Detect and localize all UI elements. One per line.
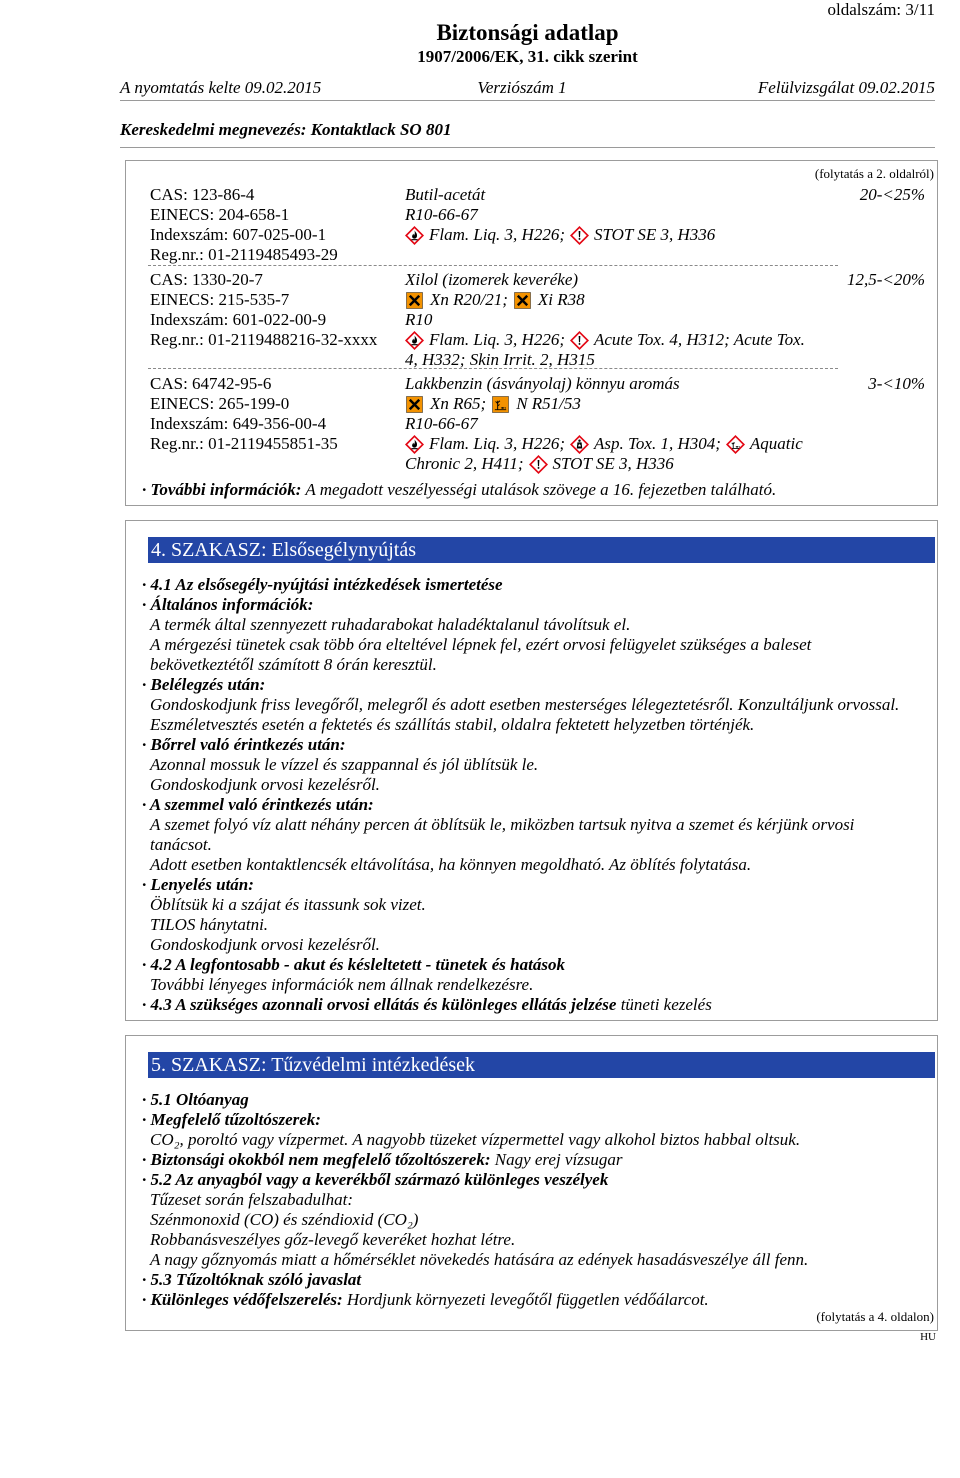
subsection-4-3-value: tüneti kezelés: [620, 995, 712, 1014]
section-4-heading: 4. SZAKASZ: Elsősegélynyújtás: [148, 537, 935, 563]
subsection-heading: · Bőrrel való érintkezés után:: [142, 735, 346, 754]
eu-symbol-text: Xi R38: [537, 290, 585, 309]
text-line: TILOS hánytatni.: [150, 915, 269, 934]
eu-classification-line: [405, 394, 808, 414]
ghs-flame-icon: [405, 331, 424, 350]
component-name: Xilol (izomerek keveréke): [405, 270, 579, 289]
hazard-class: Asp. Tox. 1, H304;: [594, 434, 721, 453]
index-number: Indexszám: 607-025-00-1: [150, 225, 327, 244]
einecs-number: EINECS: 265-199-0: [150, 394, 290, 413]
subsection-heading: · 5.1 Oltóanyag: [142, 1090, 249, 1109]
first-aid-text: [142, 575, 900, 1015]
text-line: Gondoskodjunk orvosi kezelésről.: [150, 775, 380, 794]
further-information-label: · További információk:: [142, 480, 302, 499]
revision-date: Felülvizsgálat 09.02.2015: [757, 78, 935, 97]
protective-equipment-line: [142, 1290, 808, 1310]
print-date: A nyomtatás kelte 09.02.2015: [120, 78, 322, 97]
first-aid-section: [125, 520, 938, 1021]
concentration: 12,5-<20%: [846, 270, 925, 289]
component-identifiers: [150, 270, 377, 350]
subsection-heading: · Általános információk:: [142, 595, 314, 614]
ghs-flame-icon: [405, 226, 424, 245]
eu-symbol-text: Xn R20/21;: [430, 290, 508, 309]
subsection-heading: · 5.3 Tűzoltóknak szóló javaslat: [142, 1270, 362, 1289]
registration-number: Reg.nr.: 01-2119488216-32-xxxx: [150, 330, 378, 349]
ghs-health-hazard-icon: [570, 435, 589, 454]
text-line: Gondoskodjunk friss levegőről, melegről és adott esetben mesterséges lélegeztetésről. Konzultáljunk orvossal.: [150, 695, 900, 714]
further-information-value: A megadott veszélyességi utalások szövege a 16. fejezetben található.: [305, 480, 777, 499]
concentration: 20-<25%: [859, 185, 925, 204]
ghs-flame-icon: [405, 435, 424, 454]
eu-environment-icon: [492, 396, 509, 413]
subsection-4-3-line: [142, 995, 899, 1015]
subsection-heading: · Belélegzés után:: [142, 675, 266, 694]
text-line: bekövetkeztétől számított 8 órán keresztül.: [150, 655, 437, 674]
ghs-environment-icon: [726, 435, 745, 454]
document-subtitle: 1907/2006/EK, 31. cikk szerint: [417, 47, 638, 66]
section-5-heading: 5. SZAKASZ: Tűzvédelmi intézkedések: [148, 1052, 935, 1078]
hazard-class: STOT SE 3, H336: [552, 454, 674, 473]
trade-name: Kereskedelmi megnevezés: Kontaktlack SO 801: [120, 120, 452, 139]
eu-symbol-text: Xn R65;: [430, 394, 487, 413]
component-classification: [405, 374, 808, 474]
subsection-heading: · Megfelelő tűzoltószerek:: [142, 1110, 321, 1129]
hazard-class: Flam. Liq. 3, H226;: [429, 434, 565, 453]
hazard-class-continued: 4, H332; Skin Irrit. 2, H315: [405, 350, 595, 369]
cas-number: CAS: 1330-20-7: [150, 270, 263, 289]
text-line: A mérgezési tünetek csak több óra elteltével lépnek fel, ezért orvosi felügyelet szükséges a baleset: [150, 635, 812, 654]
text-line: CO₂, poroltó vagy vízpermet. A nagyobb tüzeket vízpermettel vagy alkohol biztos habbal oltsuk.: [150, 1130, 801, 1149]
text-line: Öblítsük ki a szájat és itassunk sok vizet.: [150, 895, 426, 914]
ghs-classification-line: [405, 434, 808, 454]
further-information-line: [142, 480, 776, 500]
component-name: Butil-acetát: [405, 185, 486, 204]
protective-equipment-label: · Különleges védőfelszerelés:: [142, 1290, 343, 1309]
r-phrases: R10-66-67: [405, 205, 478, 224]
unsuitable-agents-line: [142, 1150, 808, 1170]
cas-number: CAS: 123-86-4: [150, 185, 255, 204]
hazard-class: Flam. Liq. 3, H226;: [429, 225, 565, 244]
composition-section: [125, 160, 938, 506]
subsection-heading: · 4.1 Az elsősegély-nyújtási intézkedések ismertetése: [142, 575, 503, 594]
row-separator: [148, 368, 838, 369]
component-identifiers: [150, 374, 338, 454]
ghs-classification-line: [405, 330, 810, 350]
component-identifiers: [150, 185, 338, 265]
einecs-number: EINECS: 215-535-7: [150, 290, 290, 309]
eu-harmful-x-icon: [406, 292, 423, 309]
header-divider: [120, 100, 935, 101]
ghs-exclamation-icon: [529, 455, 548, 474]
subsection-heading: · Lenyelés után:: [142, 875, 254, 894]
eu-classification-line: [405, 290, 810, 310]
ghs-classification-line: [405, 225, 720, 245]
further-information: [142, 480, 777, 500]
text-line: A nagy gőznyomás miatt a hőmérséklet növekedés hatására az edények hasadásveszélye áll fenn.: [150, 1250, 809, 1269]
continued-from-note: (folytatás a 2. oldalról): [814, 166, 934, 181]
text-line: Gondoskodjunk orvosi kezelésről.: [150, 935, 380, 954]
continued-on-note: (folytatás a 4. oldalon): [816, 1309, 934, 1324]
text-line: Eszméletvesztés esetén a fektetés és szállítás stabil, oldalra fektetett helyzetben történjék.: [150, 715, 755, 734]
hazard-class: Flam. Liq. 3, H226;: [429, 330, 565, 349]
firefighting-text: [142, 1090, 809, 1310]
component-name: Lakkbenzin (ásványolaj) könnyu aromás: [405, 374, 680, 393]
component-classification: [405, 185, 720, 245]
text-line: Tűzeset során felszabadulhat:: [150, 1190, 354, 1209]
registration-number: Reg.nr.: 01-2119485493-29: [150, 245, 338, 264]
r-phrases: R10: [405, 310, 433, 329]
language-code: HU: [920, 1331, 936, 1343]
registration-number: Reg.nr.: 01-2119455851-35: [150, 434, 338, 453]
subsection-heading: · 4.2 A legfontosabb - akut és késleltetett - tünetek és hatások: [142, 955, 565, 974]
eu-harmful-x-icon: [406, 396, 423, 413]
index-number: Indexszám: 601-022-00-9: [150, 310, 327, 329]
document-title: Biztonsági adatlap: [436, 20, 619, 45]
index-number: Indexszám: 649-356-00-4: [150, 414, 327, 433]
ghs-exclamation-icon: [570, 331, 589, 350]
text-line: A termék által szennyezett ruhadarabokat haladéktalanul távolítsuk el.: [150, 615, 631, 634]
text-line: Szénmonoxid (CO) és széndioxid (CO₂): [150, 1210, 419, 1229]
eu-symbol-text: N R51/53: [516, 394, 581, 413]
eu-irritant-x-icon: [514, 292, 531, 309]
subsection-heading: · 5.2 Az anyagból vagy a keverékből származó különleges veszélyek: [142, 1170, 609, 1189]
unsuitable-agents-value: Nagy erej vízsugar: [494, 1150, 623, 1169]
text-line: A szemet folyó víz alatt néhány percen át öblítsük le, miközben tartsuk nyitva a szemet és kérjünk orvosi: [150, 815, 855, 834]
document-meta-row: [120, 78, 935, 98]
subsection-heading: · A szemmel való érintkezés után:: [142, 795, 374, 814]
r-phrases: R10-66-67: [405, 414, 478, 433]
subsection-4-3-heading: · 4.3 A szükséges azonnali orvosi ellátás és különleges ellátás jelzése: [142, 995, 617, 1014]
cas-number: CAS: 64742-95-6: [150, 374, 272, 393]
trade-name-divider: [120, 147, 935, 148]
protective-equipment-value: Hordjunk környezeti levegőtől független védőálarcot.: [346, 1290, 709, 1309]
text-line: További lényeges információk nem állnak rendelkezésre.: [150, 975, 534, 994]
unsuitable-agents-label: · Biztonsági okokból nem megfelelő tőzoltószerek:: [142, 1150, 491, 1169]
component-classification: [405, 270, 810, 370]
text-line: tanácsot.: [150, 835, 212, 854]
version-number: Verziószám 1: [477, 78, 567, 97]
concentration: 3-<10%: [868, 374, 925, 393]
hazard-class: Acute Tox. 4, H312; Acute Tox.: [594, 330, 805, 349]
einecs-number: EINECS: 204-658-1: [150, 205, 290, 224]
ghs-classification-line: [405, 454, 808, 474]
hazard-class: Aquatic: [749, 434, 803, 453]
row-separator: [148, 265, 838, 266]
page-number: oldalszám: 3/11: [827, 0, 935, 19]
text-line: Robbanásveszélyes gőz-levegő keveréket hozhat létre.: [150, 1230, 516, 1249]
hazard-class: Chronic 2, H411;: [405, 454, 524, 473]
ghs-exclamation-icon: [570, 226, 589, 245]
text-line: Adott esetben kontaktlencsék eltávolítása, ha könnyen megoldható. Az öblítés folytatása.: [150, 855, 752, 874]
hazard-class: STOT SE 3, H336: [594, 225, 716, 244]
text-line: Azonnal mossuk le vízzel és szappannal és jól üblítsük le.: [150, 755, 539, 774]
firefighting-section: [125, 1035, 938, 1331]
